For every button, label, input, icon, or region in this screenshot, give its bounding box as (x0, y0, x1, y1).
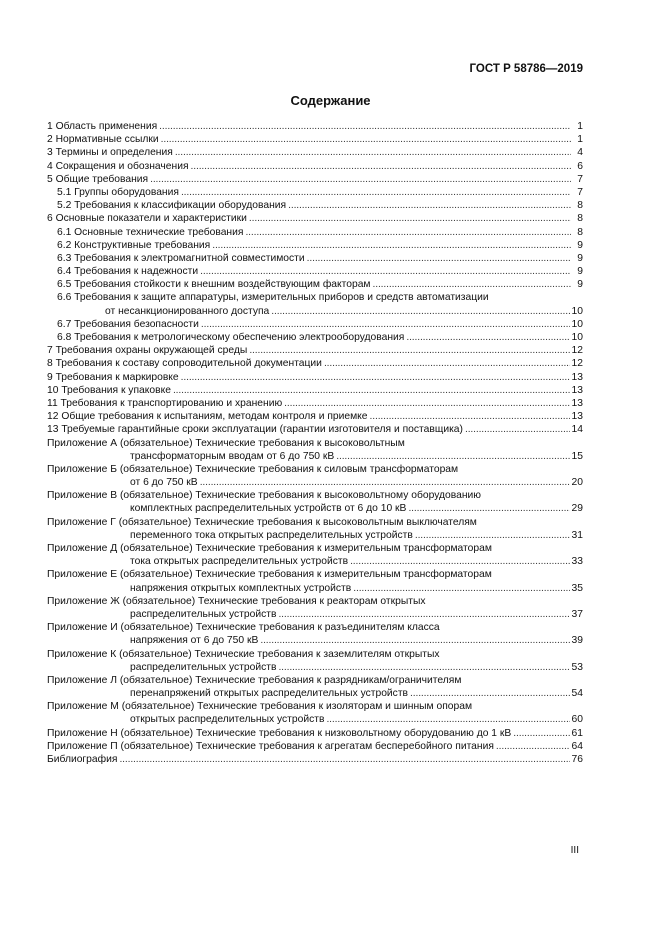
toc-entry-title: 9 Требования к маркировке (47, 371, 179, 383)
toc-entry-title: 7 Требования охраны окружающей среды (47, 345, 248, 357)
toc-entry[interactable] (47, 146, 583, 159)
toc-dot-leader (200, 265, 571, 278)
toc-entry-title-line: Приложение В (обязательное) Технические требования к высоковольтному оборудованию (47, 490, 481, 502)
toc-entry[interactable] (47, 252, 583, 265)
toc-page-number: 53 (571, 661, 583, 673)
toc-entry-title-line: 6.6 Требования к защите аппаратуры, измерительных приборов и средств автоматизации (57, 292, 489, 304)
toc-entry-title: 3 Термины и определения (47, 147, 173, 159)
toc-entry[interactable] (47, 595, 583, 621)
toc-page-number: 8 (577, 226, 583, 238)
toc-entry-title: 2 Нормативные ссылки (47, 134, 159, 146)
toc-page-number: 13 (571, 411, 583, 423)
toc-page-number: 10 (571, 332, 583, 343)
toc-entry[interactable] (47, 674, 583, 700)
toc-page-number: 60 (571, 714, 583, 726)
toc-entry-title-line: Приложение К (обязательное) Технические требования к заземлителям открытых (47, 648, 440, 660)
toc-dot-leader (181, 371, 570, 384)
page-title: Содержание (290, 93, 371, 108)
toc-entry-title: 6.1 Основные технические требования (57, 226, 244, 238)
toc-page-number: 54 (571, 688, 583, 700)
toc-entry-title-line: Приложение Г (обязательное) Технические требования к высоковольтным выключателям (47, 516, 477, 528)
toc-entry[interactable] (47, 120, 583, 133)
toc-entry-title: 5.1 Группы оборудования (57, 186, 179, 198)
toc-dot-leader (159, 120, 571, 133)
toc-page-number: 29 (571, 503, 583, 515)
toc-entry-title-line: Приложение Ж (обязательное) Технические требования к реакторам открытых (47, 595, 426, 607)
toc-entry[interactable] (47, 318, 583, 331)
toc-page-number: 14 (571, 424, 583, 436)
toc-entry-title: 6.4 Требования к надежности (57, 266, 199, 278)
toc-entry[interactable] (47, 489, 583, 515)
toc-entry[interactable] (47, 291, 583, 317)
toc-entry-title: 1 Область применения (47, 121, 158, 132)
toc-entry[interactable] (47, 516, 583, 542)
toc-dot-leader (288, 199, 571, 212)
toc-entry-title: 6.2 Конструктивные требования (57, 239, 211, 251)
toc-entry[interactable] (47, 239, 583, 252)
toc-entry[interactable] (47, 397, 583, 410)
toc-entry-title: 12 Общие требования к испытаниям, методам контроля и приемке (47, 411, 368, 423)
toc-page-number: 13 (571, 384, 583, 396)
toc-dot-leader (353, 582, 569, 595)
toc-page-number: 6 (577, 160, 583, 172)
toc-page-number: 37 (571, 608, 583, 620)
toc-entry-title: 10 Требования к упаковке (47, 384, 171, 396)
document-header: ГОСТ Р 58786—2019 (469, 63, 583, 75)
toc-entry-title-line: Приложение Б (обязательное) Технические требования к силовым трансформаторам (47, 463, 459, 475)
toc-entry-title-line: Приложение А (обязательное) Технические требования к высоковольтным (47, 437, 405, 449)
toc-entry[interactable] (47, 542, 583, 568)
toc-entry-title: трансформаторным вводам от 6 до 750 кВ (130, 450, 335, 462)
toc-dot-leader (271, 305, 569, 318)
toc-page-number: 35 (571, 582, 583, 594)
toc-entry-title-line: Приложение Л (обязательное) Технические требования к разрядникам/ограничителям (47, 674, 462, 686)
toc-entry-title: открытых распределительных устройств (130, 714, 325, 726)
toc-dot-leader (260, 634, 569, 647)
toc-dot-leader (249, 344, 569, 357)
toc-entry-title: 8 Требования к составу сопроводительной документации (47, 358, 322, 370)
toc-page-number: 10 (571, 318, 583, 330)
toc-dot-leader (307, 252, 571, 265)
toc-entry[interactable] (47, 463, 583, 489)
toc-page-number: 13 (571, 371, 583, 383)
toc-entry[interactable] (47, 265, 583, 278)
toc-entry[interactable] (47, 740, 583, 753)
toc-page-number: 15 (571, 450, 583, 462)
toc-entry[interactable] (47, 437, 583, 463)
toc-dot-leader (278, 608, 569, 621)
toc-dot-leader (350, 555, 569, 568)
toc-dot-leader (465, 423, 570, 436)
toc-entry[interactable] (47, 278, 583, 291)
table-of-contents (47, 120, 583, 766)
toc-entry[interactable] (47, 621, 583, 647)
toc-dot-leader (326, 713, 569, 726)
toc-entry[interactable] (47, 371, 583, 384)
toc-entry-title: тока открытых распределительных устройств (130, 556, 349, 568)
toc-dot-leader (373, 278, 571, 291)
toc-entry-title: 6.3 Требования к электромагнитной совместимости (57, 252, 305, 264)
toc-entry-title: 6.5 Требования стойкости к внешним воздействующим факторам (57, 279, 371, 291)
toc-dot-leader (278, 661, 569, 674)
toc-page-number: 10 (571, 305, 583, 317)
toc-entry-title: напряжения от 6 до 750 кВ (130, 635, 259, 647)
toc-entry-title: от несанкционированного доступа (105, 305, 270, 317)
toc-entry[interactable] (47, 700, 583, 726)
toc-entry[interactable] (47, 212, 583, 225)
toc-entry-title: комплектных распределительных устройств от 6 до 10 кВ (130, 503, 407, 515)
toc-entry-title: Приложение П (обязательное) Технические требования к агрегатам бесперебойного питания (47, 740, 494, 752)
toc-entry[interactable] (47, 648, 583, 674)
toc-page-number: 12 (571, 358, 583, 370)
toc-page-number: 7 (577, 186, 583, 198)
toc-page-number: 9 (577, 239, 583, 251)
toc-entry-title: 5.2 Требования к классификации оборудования (57, 200, 287, 212)
page-number: III (570, 845, 579, 856)
toc-entry-title-line: Приложение Д (обязательное) Технические требования к измерительным трансформаторам (47, 543, 492, 554)
toc-page-number: 39 (571, 635, 583, 647)
toc-dot-leader (513, 727, 569, 740)
toc-entry[interactable] (47, 331, 583, 344)
toc-dot-leader (408, 502, 569, 515)
toc-page-number: 61 (571, 727, 583, 739)
toc-entry[interactable] (47, 410, 583, 423)
toc-dot-leader (496, 740, 570, 753)
toc-dot-leader (119, 753, 569, 766)
toc-entry-title: от 6 до 750 кВ (130, 477, 198, 489)
toc-entry-title: 5 Общие требования (47, 173, 149, 185)
toc-page-number: 64 (571, 740, 583, 752)
toc-page-number: 13 (571, 397, 583, 409)
toc-entry[interactable] (47, 160, 583, 173)
toc-page-number: 4 (577, 147, 583, 159)
toc-page-number: 31 (571, 529, 583, 541)
toc-entry[interactable] (47, 186, 583, 199)
toc-page-number: 1 (577, 134, 583, 146)
toc-dot-leader (161, 133, 571, 146)
toc-entry-title: переменного тока открытых распределительных устройств (130, 529, 413, 541)
toc-dot-leader (212, 239, 571, 252)
toc-entry[interactable] (47, 384, 583, 397)
toc-entry[interactable] (47, 344, 583, 357)
toc-page-number: 8 (577, 200, 583, 212)
toc-entry-title: Приложение Н (обязательное) Технические требования к низковольтному оборудованию до 1 кВ (47, 727, 512, 739)
toc-dot-leader (370, 410, 570, 423)
toc-entry[interactable] (47, 173, 583, 186)
toc-dot-leader (284, 397, 569, 410)
toc-entry-title: 4 Сокращения и обозначения (47, 160, 189, 172)
toc-entry-title: 13 Требуемые гарантийные сроки эксплуатации (гарантии изготовителя и поставщика) (47, 424, 463, 436)
toc-page-number: 7 (577, 173, 583, 185)
toc-page-number: 9 (577, 279, 583, 291)
toc-entry[interactable] (47, 753, 583, 766)
toc-entry-title: 6.7 Требования безопасности (57, 318, 199, 330)
toc-entry[interactable] (47, 357, 583, 370)
toc-dot-leader (336, 450, 569, 463)
toc-entry-title: Библиография (47, 754, 118, 765)
toc-entry[interactable] (47, 423, 583, 436)
toc-page-number: 9 (577, 266, 583, 278)
toc-dot-leader (150, 173, 571, 186)
toc-entry[interactable] (47, 226, 583, 239)
toc-entry-title: распределительных устройств (130, 661, 277, 673)
toc-entry-title: 6 Основные показатели и характеристики (47, 213, 247, 225)
toc-page-number: 9 (577, 252, 583, 264)
toc-entry-title: перенапряжений открытых распределительных устройств (130, 688, 409, 700)
toc-entry[interactable] (47, 199, 583, 212)
toc-page-number: 8 (577, 213, 583, 225)
toc-entry[interactable] (47, 727, 583, 740)
toc-dot-leader (200, 476, 570, 489)
toc-dot-leader (175, 146, 571, 159)
toc-dot-leader (406, 331, 569, 344)
toc-dot-leader (173, 384, 570, 397)
toc-page-number: 76 (571, 754, 583, 765)
toc-entry-title-line: Приложение И (обязательное) Технические требования к разъединителям класса (47, 622, 440, 634)
toc-dot-leader (249, 212, 571, 225)
toc-dot-leader (324, 357, 570, 370)
toc-entry[interactable] (47, 568, 583, 594)
toc-dot-leader (245, 226, 571, 239)
toc-page-number: 20 (571, 477, 583, 489)
toc-entry-title: 11 Требования к транспортированию и хранению (47, 397, 283, 409)
toc-entry-title: распределительных устройств (130, 608, 277, 620)
toc-dot-leader (410, 687, 570, 700)
toc-dot-leader (201, 318, 570, 331)
toc-dot-leader (181, 186, 571, 199)
toc-dot-leader (415, 529, 570, 542)
toc-entry-title-line: Приложение Е (обязательное) Технические требования к измерительным трансформаторам (47, 569, 492, 581)
toc-dot-leader (191, 160, 571, 173)
toc-entry-title: 6.8 Требования к метрологическому обеспечению электрооборудования (57, 332, 405, 343)
toc-entry-title-line: Приложение М (обязательное) Технические требования к изоляторам и шинным опорам (47, 701, 473, 713)
toc-page-number: 1 (577, 121, 583, 132)
toc-page-number: 33 (571, 556, 583, 568)
toc-entry-title: напряжения открытых комплектных устройств (130, 582, 352, 594)
toc-entry[interactable] (47, 133, 583, 146)
toc-page-number: 12 (571, 345, 583, 357)
